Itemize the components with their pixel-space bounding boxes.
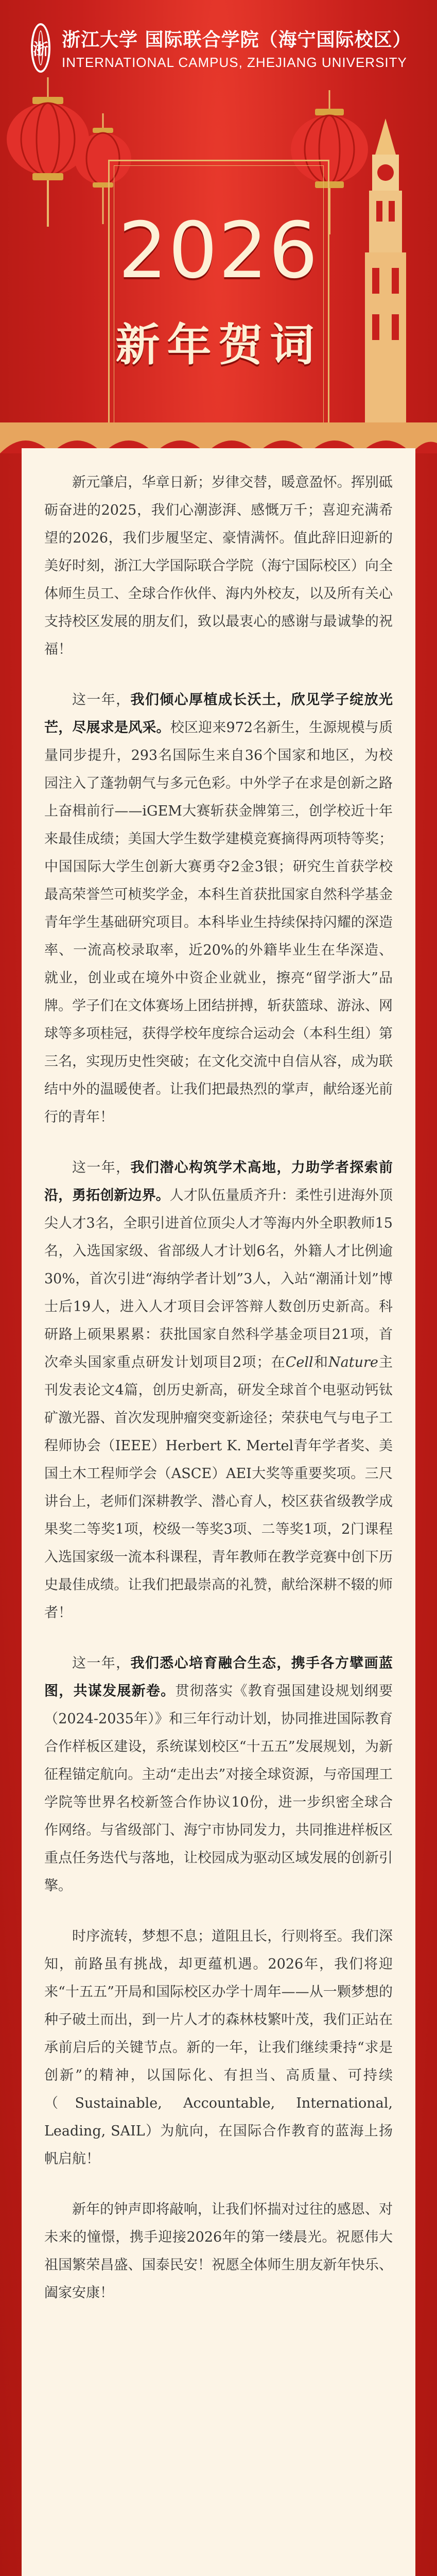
paragraph-lead: 这一年， [72, 692, 131, 708]
page-title: 新年贺词 [115, 319, 322, 371]
school-name [62, 25, 412, 71]
paragraph-headline: 我们倾心厚植成长沃土，欣见学子绽放光芒，尽展求是风采。 [44, 692, 393, 736]
paragraph-lead: 这一年， [72, 1655, 131, 1671]
paragraph-opening: 新元肇启，华章日新；岁律交替，暖意盈怀。挥别砥砺奋进的2025，我们心潮澎湃、感慨万千；喜迎充满希望的2026，我们步履坚定、豪情满怀。值此辞旧迎新的美好时刻，浙江大学国际联合学院（海宁国际校区）向全体师生员工、全球合作伙伴、海内外校友，以及所有关心支持校区发展的朋友们，致以最衷心的感谢与最诚挚的祝福！ [44, 474, 393, 657]
school-name-en: INTERNATIONAL CAMPUS, ZHEJIANG UNIVERSITY [62, 55, 407, 70]
letter-card [22, 448, 415, 2576]
journal-nature: Nature [328, 1354, 378, 1370]
school-logo [31, 20, 412, 76]
paragraph-headline: 我们悉心培育融合生态，携手各方擘画蓝图，共谋发展新卷。 [44, 1655, 393, 1699]
journal-cell: Cell [285, 1354, 313, 1370]
paragraph-closing: 新年的钟声即将敲响，让我们怀揣对过往的感恩、对未来的憧憬，携手迎接2026年的第一缕晨光。祝愿伟大祖国繁荣昌盛、国泰民安！祝愿全体师生朋友新年快乐、阖家安康！ [44, 2201, 393, 2301]
paragraph-body: 人才队伍量质齐升：柔性引进海外顶尖人才3名，全职引进首位顶尖人才等海内外全职教师15名，入选国家级、省部级人才计划6名，外籍人才比例逾30%，首次引进“海纳学者计划”3人，入站“潮涌计划”博士后19人，进入人才项目会评答辩人数创历史新高。科研路上硕果累累：获批国家自然科学基金项目21项，首次牵头国家重点研发计划项目2项；在 [44, 1188, 393, 1370]
paragraph-cooperation [44, 1650, 393, 1900]
paragraph-lead: 这一年， [72, 1160, 131, 1176]
paragraph-conjunction: 和 [313, 1354, 328, 1370]
paragraph-body: 贯彻落实《教育强国建设规划纲要（2024-2035年）》和三年行动计划，协同推进国际教育合作样板区建设，系统谋划校区“十五五”发展规划，为新征程锚定航向。主动“走出去”对接全球资源，与帝国理工学院等世界名校新签合作协议10份，进一步织密全球合作网络。与省级部门、海宁市协同发力，共同推进样板区重点任务迭代与落地，让校园成为驱动区域发展的创新引擎。 [44, 1683, 393, 1894]
school-name-cn: 浙江大学 国际联合学院（海宁国际校区） [62, 29, 412, 50]
paragraph-research [44, 1154, 393, 1627]
year-title: 2026 [118, 206, 319, 296]
header-banner [0, 0, 437, 433]
paragraph-body: 校区迎来972名新生，生源规模与质量同步提升，293名国际生来自36个国家和地区，为校园注入了蓬勃朝气与多元色彩。中外学子在求是创新之路上奋楫前行——iGEM大赛斩获金牌第三，创学校近十年来最佳成绩；美国大学生数学建模竞赛摘得两项特等奖；中国国际大学生创新大赛勇夺2金3银；研究生首获学校最高荣誉竺可桢奖学金，本科生首获批国家自然科学基金青年学生基础研究项目。本科毕业生持续保持闪耀的深造率、一流高校录取率，近20%的外籍毕业生在华深造、就业，创业或在境外中资企业就业，擦亮“留学浙大”品牌。学子们在文体赛场上团结拼搏，斩获篮球、游泳、网球等多项桂冠，获得学校年度综合运动会（本科生组）第三名，实现历史性突破；在文化交流中自信从容，成为联结中外的温暖使者。让我们把最热烈的掌声，献给逐光前行的青年！ [44, 720, 393, 1125]
paragraph-students [44, 686, 393, 1131]
paragraph-outlook: 时序流转，梦想不息；道阻且长，行则将至。我们深知，前路虽有挑战，却更蕴机遇。2026年，我们将迎来“十五五”开局和国际校区办学十周年——从一颗梦想的种子破土而出，到一片人才的森林枝繁叶茂，我们正站在承前启后的关键节点。新的一年，让我们继续秉持“求是创新”的精神，以国际化、有担当、高质量、可持续（Sustainable, Accountable, International, Leading, SAIL）为航向，在国际合作教育的蓝海上扬帆启航！ [44, 1928, 393, 2167]
paragraph-body-continued: 主刊发表论文4篇，创历史新高，研发全球首个电驱动钙钛矿激光器、首次发现肿瘤突变新途径；荣获电气与电子工程师协会（IEEE）Herbert K. Mertel青年学者奖、美国土木工程师学会（ASCE）AEI大奖等重要奖项。三尺讲台上，老师们深耕教学、潜心育人，校区获省级教学成果奖二等奖1项，校级一等奖3项、二等奖1项，2门课程入选国家级一流本科课程，青年教师在教学竞赛中创下历史最佳成绩。让我们把最崇高的礼赞，献给深耕不辍的师者！ [44, 1354, 393, 1621]
school-seal-icon: 浙 [31, 23, 50, 73]
paragraph-headline: 我们潜心构筑学术高地，力助学者探索前沿，勇拓创新边界。 [44, 1160, 393, 1204]
